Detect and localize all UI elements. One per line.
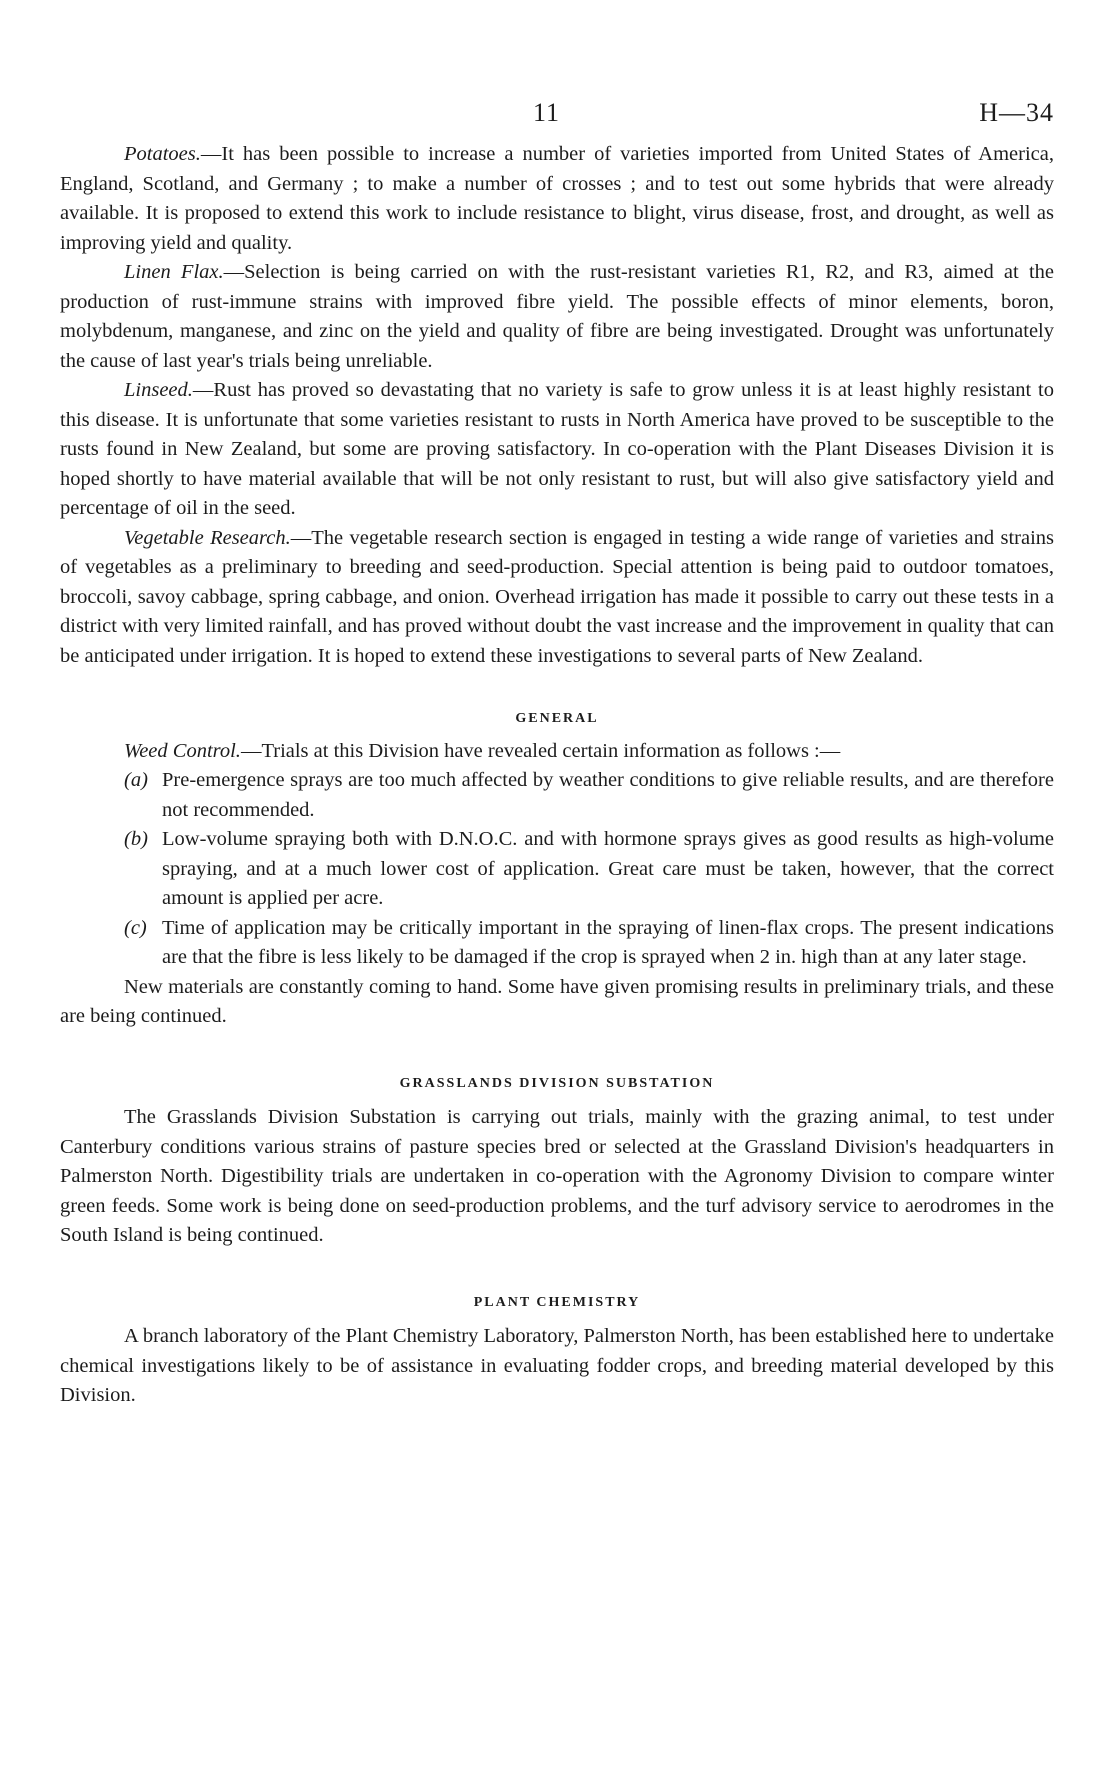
paragraph-text: It has been possible to increase a number of varieties imported from United States of America, England, Scotland, and Germany ; to make a number of crosses ; and to test out some hybrids that were already available. It is proposed to extend this work to include resistance to blight, virus disease, frost, and drought, as well as improving yield and quality. xyxy=(60,143,1054,254)
page-number: 11 xyxy=(533,98,561,127)
paragraph-text: The vegetable research section is engaged in testing a wide range of varieties and strains of vegetables as a preliminary to breeding and seed-production. Special attention is being paid to outdoor tomatoes, broccoli, savoy cabbage, spring cabbage, and onion. Overhead irrigation has made it possible to carry out these tests in a district with very limited rainfall, and has proved without doubt the vast increase and the improvement in quality that can be anticipated under irrigation. It is hoped to extend these investigations to several parts of New Zealand. xyxy=(60,526,1055,667)
heading-dash: — xyxy=(223,261,245,283)
paragraph-linseed xyxy=(60,376,1054,524)
paragraph-potatoes xyxy=(60,140,1054,258)
list-item xyxy=(60,825,1054,914)
document-reference: H—34 xyxy=(979,98,1054,127)
list-item xyxy=(60,766,1054,825)
run-in-heading-linen-flax: Linen Flax. xyxy=(124,261,224,283)
run-in-heading-weed-control: Weed Control. xyxy=(124,739,241,762)
list-marker: (c) xyxy=(124,916,147,939)
list-marker: (a) xyxy=(124,769,148,791)
section-heading-grasslands: GRASSLANDS DIVISION SUBSTATION xyxy=(399,1075,715,1091)
paragraph-text: Selection is being carried on with the rust-resistant varieties R1, R2, and R3, aimed at the production of rust-immune strains with improved fibre yield. The possible effects of minor elements, boron, molybdenum, manganese, and zinc on the yield and quality of fibre are being investigated. Drought was unfortunately the cause of last year's trials being unreliable. xyxy=(60,261,1055,372)
section-heading-plant-chemistry: PLANT CHEMISTRY xyxy=(473,1294,641,1310)
list-item xyxy=(60,914,1054,973)
paragraph-text: Trials at this Division have revealed certain information as follows :— xyxy=(261,739,841,762)
run-in-heading-linseed: Linseed. xyxy=(124,379,193,401)
body-text xyxy=(60,140,1054,1411)
paragraph-text: The Grasslands Division Substation is carrying out trials, mainly with the grazing animal, to test under Canterbury conditions various strains of pasture species bred or selected at the Grassland Division's headquarters in Palmerston North. Digestibility trials are undertaken in co-operation with the Agronomy Division to compare winter green feeds. Some work is being done on seed-production problems, and the turf advisory service to aerodromes in the South Island is being continued. xyxy=(60,1106,1054,1246)
paragraph-grasslands xyxy=(60,1103,1054,1251)
section-heading-general: GENERAL xyxy=(515,711,599,726)
list-item-text: Time of application may be critically important in the spraying of linen-flax crops. The present indications are that the fibre is less likely to be damaged if the crop is sprayed when 2 in. high than at any later stage. xyxy=(162,916,1054,968)
paragraph-new-materials xyxy=(60,973,1054,1032)
list-marker: (b) xyxy=(124,828,148,850)
paragraph-text: A branch laboratory of the Plant Chemistry Laboratory, Palmerston North, has been established here to undertake chemical investigations likely to be of assistance in evaluating fodder crops, and breeding material developed by this Division. xyxy=(60,1325,1054,1406)
paragraph-text: New materials are constantly coming to hand. Some have given promising results in preliminary trials, and these are being continued. xyxy=(60,975,1054,1027)
list-item-text: Low-volume spraying both with D.N.O.C. and with hormone sprays gives as good results as high-volume spraying, and at a much lower cost of application. Great care must be taken, however, that the correct amount is applied per acre. xyxy=(162,828,1054,909)
paragraph-text: Rust has proved so devastating that no variety is safe to grow unless it is at least highly resistant to this disease. It is unfortunate that some varieties resistant to rusts in North America have proved to be susceptible to the rusts found in New Zealand, but some are proving satisfactory. In co-operation with the Plant Diseases Division it is hoped shortly to have material available that will be not only resistant to rust, but will also give satisfactory yield and percentage of oil in the seed. xyxy=(60,379,1054,519)
paragraph-vegetable-research xyxy=(60,524,1054,672)
list-item-text: Pre-emergence sprays are too much affected by weather conditions to give reliable results, and are therefore not recommended. xyxy=(162,769,1054,821)
paragraph-plant-chemistry xyxy=(60,1322,1054,1411)
heading-dash: — xyxy=(192,379,214,401)
heading-dash: — xyxy=(200,143,222,165)
weed-control-list xyxy=(60,766,1054,973)
paragraph-weed-control xyxy=(60,737,1054,767)
heading-dash: — xyxy=(240,739,262,762)
run-in-heading-vegetable-research: Vegetable Research. xyxy=(124,526,291,549)
paragraph-linen-flax xyxy=(60,258,1054,376)
run-in-heading-potatoes: Potatoes. xyxy=(124,143,201,165)
heading-dash: — xyxy=(290,526,312,549)
